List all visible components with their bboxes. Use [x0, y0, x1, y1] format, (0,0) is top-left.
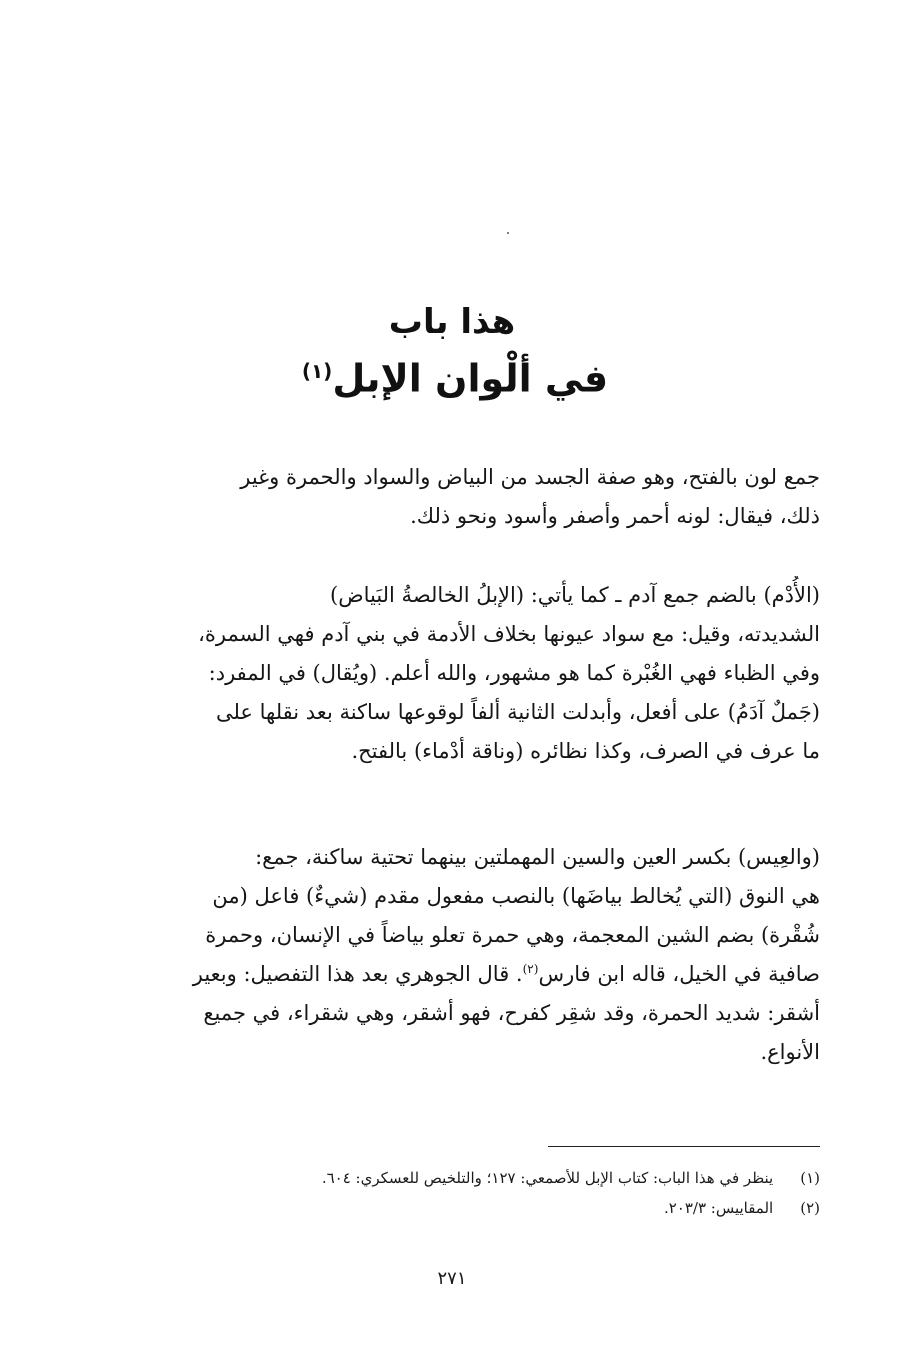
paragraph-line: جمع لون بالفتح، وهو صفة الجسد من البياض والسواد والحمرة وغير: [240, 465, 820, 489]
chapter-heading-line-2: [0, 346, 904, 404]
footnote-separator: [548, 1146, 820, 1147]
paragraph-line: ما عرف في الصرف، وكذا نظائره (وناقة أدْماء) بالفتح.: [351, 739, 820, 763]
footnote-text: ينظر في هذا الباب: كتاب الإبل للأصمعي: ١٢٧؛ والتلخيص للعسكري: ٦٠٤.: [321, 1169, 774, 1187]
paragraph-line: (والعِيس) بكسر العين والسين المهملتين بينهما تحتية ساكنة، جمع:: [255, 845, 820, 869]
chapter-heading-footnote-ref: (١): [301, 359, 333, 383]
paragraph-line-with-ref: [116, 955, 820, 994]
footnote-1: [160, 1163, 820, 1193]
paragraph-line: الأنواع.: [760, 1040, 820, 1064]
paragraph-line-head: صافية في الخيل، قاله ابن فارس: [538, 962, 820, 986]
footnote-number: (٢): [800, 1199, 820, 1217]
footnote-text: المقاييس: ٢٠٣/٣.: [663, 1199, 774, 1217]
chapter-heading-text: في ألْوان الإبل: [332, 356, 609, 401]
paragraph-line: (جَملٌ آدَمُ) على أفعل، وأبدلت الثانية ألفاً لوقوعها ساكنة بعد نقلها على: [215, 700, 820, 724]
paragraph-line: شُقْرة) بضم الشين المعجمة، وهي حمرة تعلو بياضاً في الإنسان، وحمرة: [205, 923, 820, 947]
paragraph-1: [116, 458, 820, 536]
paragraph-line: (الأُدْم) بالضم جمع آدم ـ كما يأتي: (الإبلُ الخالصةُ البَياض): [330, 583, 820, 607]
inline-footnote-ref: (٢): [522, 962, 539, 976]
paragraph-line-tail: . قال الجوهري بعد هذا التفصيل: وبعير: [192, 962, 523, 986]
footnotes: [160, 1163, 820, 1223]
speck-mark: [507, 232, 509, 234]
paragraph-line: ذلك، فيقال: لونه أحمر وأصفر وأسود ونحو ذلك.: [410, 504, 820, 528]
paragraph-2: [116, 576, 820, 771]
chapter-heading-line-1: هذا باب: [388, 302, 516, 342]
page-number: ٢٧١: [437, 1268, 467, 1289]
paragraph-line: وفي الظباء فهي الغُبْرة كما هو مشهور، والله أعلم. (ويُقال) في المفرد:: [208, 661, 820, 685]
paragraph-line: أشقر: شديد الحمرة، وقد شقِر كفرح، فهو أشقر، وهي شقراء، في جميع: [203, 1001, 820, 1025]
paragraph-line: الشديدته، وقيل: مع سواد عيونها بخلاف الأدمة في بني آدم فهي السمرة،: [198, 622, 820, 646]
footnote-number: (١): [800, 1169, 820, 1187]
footnote-2: [160, 1193, 820, 1223]
paragraph-3: [116, 838, 820, 1072]
paragraph-line: هي النوق (التي يُخالط بياضَها) بالنصب مفعول مقدم (شيءٌ) فاعل (من: [212, 884, 820, 908]
